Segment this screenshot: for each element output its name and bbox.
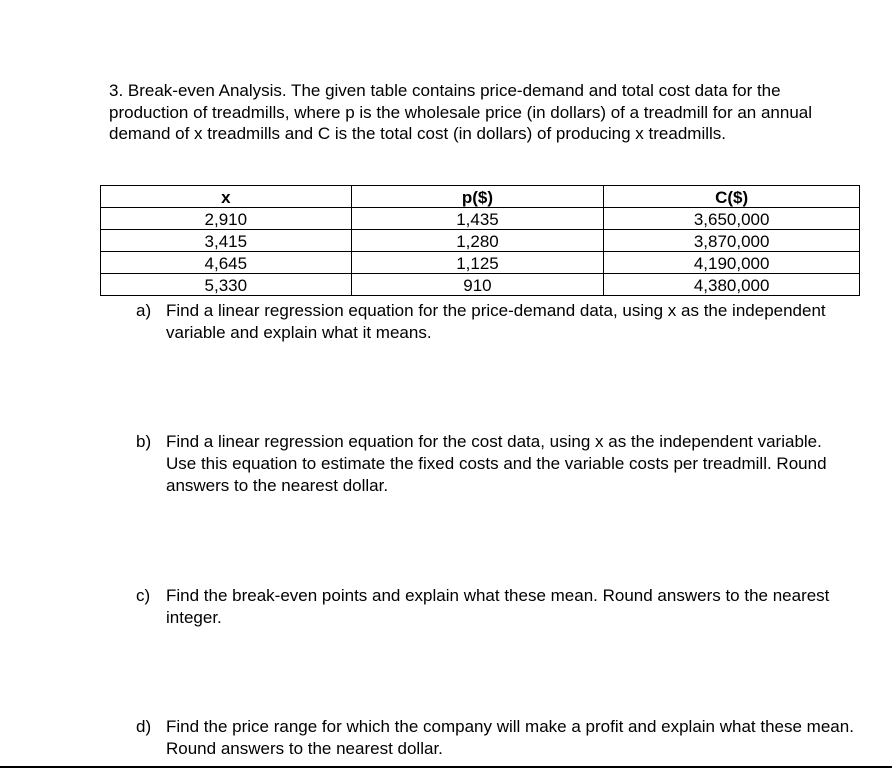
table-row [101,230,860,252]
column-header-price: p($) [351,186,604,208]
question-c [136,585,856,629]
table-header-row [101,186,860,208]
table-row [101,208,860,230]
question-b [136,431,856,497]
table-cell: 4,645 [101,252,352,274]
column-header-cost: C($) [604,186,860,208]
bottom-divider [0,766,892,768]
table-cell: 3,415 [101,230,352,252]
table-cell: 910 [351,274,604,296]
question-text: Find the break-even points and explain what these mean. Round answers to the nearest integer. [166,586,830,627]
table-cell: 5,330 [101,274,352,296]
question-letter: c) [136,586,151,605]
question-text: Find the price range for which the company will make a profit and explain what these mean. Round answers to the nearest dollar. [166,717,854,758]
question-letter: a) [136,301,152,320]
table-cell: 4,190,000 [604,252,860,274]
table-cell: 1,280 [351,230,604,252]
question-text: Find a linear regression equation for the cost data, using x as the independent variable. Use this equation to estimate the fixed costs and the variable costs per treadmill. Round answers to the nearest dollar. [166,432,827,495]
column-header-x: x [101,186,352,208]
table-row [101,252,860,274]
table-cell: 3,650,000 [604,208,860,230]
table-cell: 2,910 [101,208,352,230]
question-a [136,300,856,344]
question-letter: b) [136,432,152,451]
table-row [101,274,860,296]
problem-statement: 3. Break-even Analysis. The given table contains price-demand and total cost data for the production of treadmills, where p is the wholesale price (in dollars) of a treadmill for an annual demand of x treadmills and C is the total cost (in dollars) of producing x treadmills. [109,81,813,143]
table-cell: 4,380,000 [604,274,860,296]
data-table [100,185,860,296]
table-cell: 1,435 [351,208,604,230]
table-cell: 3,870,000 [604,230,860,252]
question-letter: d) [136,717,152,736]
question-text: Find a linear regression equation for the price-demand data, using x as the independent variable and explain what it means. [166,301,826,342]
table-cell: 1,125 [351,252,604,274]
question-d [136,716,856,760]
